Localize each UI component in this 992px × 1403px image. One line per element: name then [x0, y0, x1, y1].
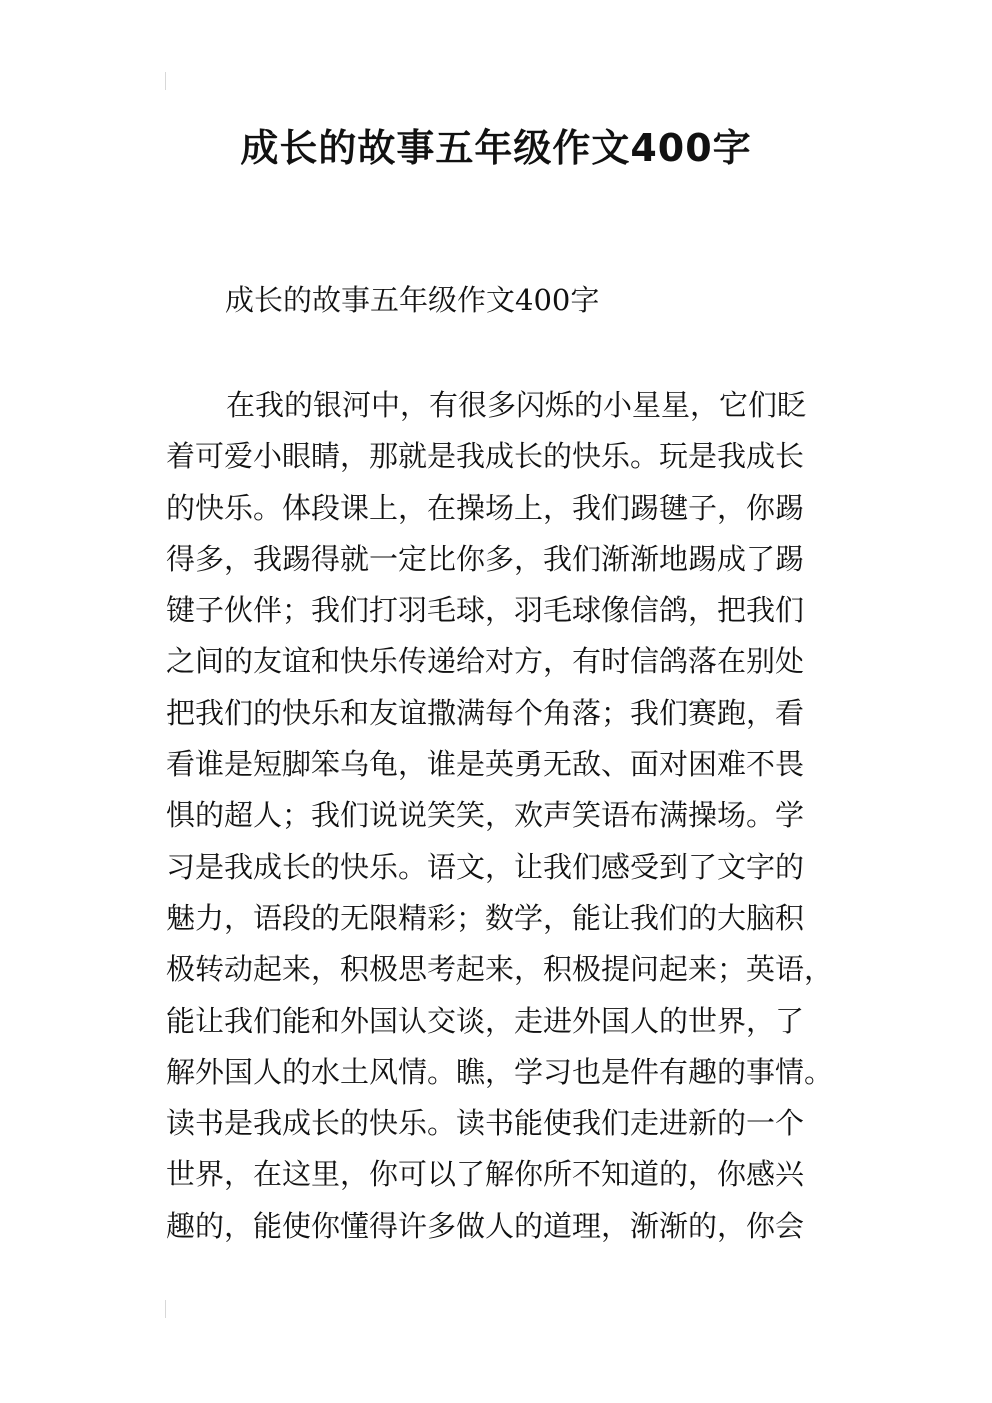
essay-line: 魅力，语段的无限精彩；数学，能让我们的大脑积 — [166, 900, 805, 935]
essay-body — [166, 380, 834, 1252]
essay-line: 解外国人的水土风情。瞧，学习也是件有趣的事情。 — [166, 1054, 834, 1089]
essay-line: 得多，我踢得就一定比你多，我们渐渐地踢成了踢 — [166, 541, 805, 576]
essay-line: 的快乐。体段课上，在操场上，我们踢毽子，你踢 — [166, 490, 805, 525]
essay-line: 着可爱小眼睛，那就是我成长的快乐。玩是我成长 — [166, 439, 805, 474]
document-subtitle: 成长的故事五年级作文400字 — [225, 283, 600, 317]
essay-line: 趣的，能使你懂得许多做人的道理，渐渐的，你会 — [166, 1208, 805, 1243]
essay-line: 读书是我成长的快乐。读书能使我们走进新的一个 — [166, 1106, 805, 1141]
document-title: 成长的故事五年级作文400字 — [240, 126, 752, 170]
essay-line: 在我的银河中，有很多闪烁的小星星，它们眨 — [226, 388, 807, 422]
essay-line: 能让我们能和外国认交谈，走进外国人的世界，了 — [166, 1003, 805, 1038]
essay-line: 世界，在这里，你可以了解你所不知道的，你感兴 — [166, 1157, 805, 1192]
essay-line: 惧的超人；我们说说笑笑，欢声笑语布满操场。学 — [166, 798, 805, 833]
essay-line: 看谁是短脚笨乌龟，谁是英勇无敌、面对困难不畏 — [166, 747, 805, 782]
essay-line: 习是我成长的快乐。语文，让我们感受到了文字的 — [166, 849, 805, 884]
page-corner-mark-bottom — [165, 1300, 166, 1318]
essay-line: 键子伙伴；我们打羽毛球，羽毛球像信鸽，把我们 — [166, 593, 805, 628]
essay-line: 之间的友谊和快乐传递给对方，有时信鸽落在别处 — [166, 644, 805, 679]
essay-line: 极转动起来，积极思考起来，积极提问起来；英语， — [166, 952, 834, 987]
page-corner-mark-top — [165, 72, 166, 90]
essay-line: 把我们的快乐和友谊撒满每个角落；我们赛跑，看 — [166, 695, 805, 730]
